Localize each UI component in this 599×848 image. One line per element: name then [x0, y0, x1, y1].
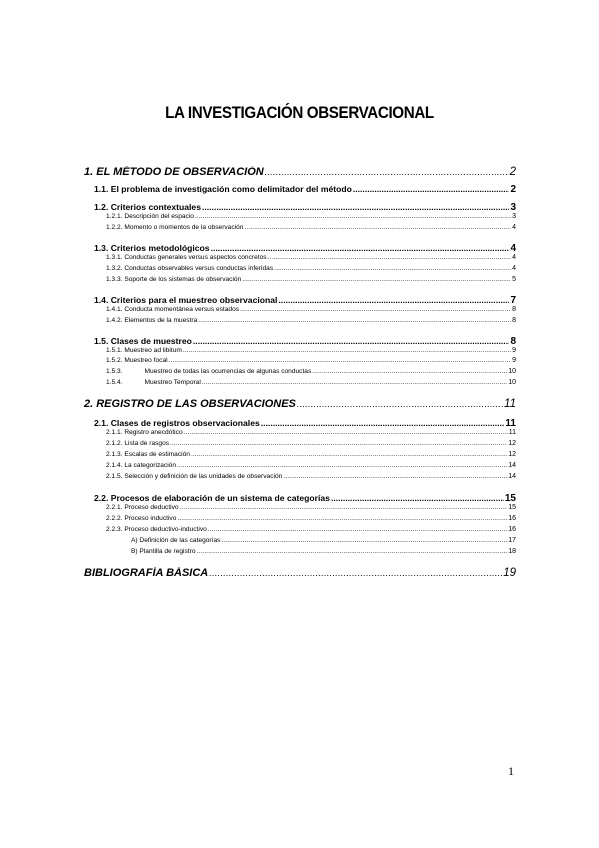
toc-leader-dots: [278, 295, 509, 305]
toc-entry[interactable]: [84, 295, 516, 306]
toc-page-number: 10: [508, 379, 516, 386]
toc-leader-dots: [202, 379, 507, 386]
toc-leader-dots: [177, 515, 507, 522]
toc-entry[interactable]: [84, 213, 516, 220]
toc-page-number: 15: [508, 504, 516, 511]
toc-entry-title: 1.3. Criterios metodológicos: [94, 243, 210, 253]
toc-page-number: 14: [508, 462, 516, 469]
toc-page-number: 2: [510, 184, 516, 195]
toc-leader-dots: [197, 548, 508, 555]
toc-entry[interactable]: [84, 254, 516, 261]
toc-entry[interactable]: [84, 347, 516, 354]
toc-entry[interactable]: [84, 379, 516, 386]
toc-page-number: 11: [504, 398, 516, 410]
toc-leader-dots: [244, 224, 511, 231]
toc-leader-dots: [170, 440, 507, 447]
toc-entry[interactable]: [84, 306, 516, 313]
toc-entry[interactable]: [84, 317, 516, 324]
toc-entry-title: [106, 379, 201, 386]
toc-entry-title: 1.2. Criterios contextuales: [94, 202, 201, 212]
toc-entry-title: 2.1.1. Registro anecdótico: [106, 429, 183, 436]
toc-entry[interactable]: [84, 166, 516, 178]
toc-leader-dots: [353, 184, 510, 194]
toc-entry-title: 1. EL MÉTODO DE OBSERVACIÓN: [84, 166, 264, 178]
toc-leader-dots: [209, 568, 502, 578]
page-title: LA INVESTIGACIÓN OBSERVACIONAL: [165, 104, 434, 122]
toc-page-number: 14: [508, 473, 516, 480]
toc-entry[interactable]: [84, 515, 516, 522]
toc-page-number: 4: [510, 243, 516, 254]
toc-entry[interactable]: [84, 567, 516, 579]
toc-leader-dots: [183, 347, 511, 354]
toc-page-number: 8: [512, 317, 516, 324]
toc-page-number: 4: [512, 265, 516, 272]
toc-entry[interactable]: [84, 243, 516, 254]
toc-entry[interactable]: [84, 368, 516, 375]
toc-entry[interactable]: [84, 526, 516, 533]
toc-entry-title: 1.5.1. Muestreo ad libitum: [106, 347, 182, 354]
toc-entry-text: Muestreo Temporal: [144, 379, 201, 386]
toc-entry-title: A) Definición de las categorías: [131, 537, 221, 544]
toc-page-number: 16: [508, 526, 516, 533]
toc-entry-title: 2.1.2. Lista de rasgos: [106, 440, 170, 447]
toc-entry-text: Muestreo de todas las ocurrencias de algunas conductas: [144, 368, 312, 375]
toc-leader-dots: [180, 504, 508, 511]
toc-entry-title: 2. REGISTRO DE LAS OBSERVACIONES: [84, 398, 296, 410]
toc-leader-dots: [208, 526, 507, 533]
toc-page-number: 17: [508, 537, 516, 544]
toc-leader-dots: [177, 462, 507, 469]
toc-page-number: 12: [508, 451, 516, 458]
toc-page-number: 2: [509, 166, 516, 178]
toc-entry[interactable]: [84, 473, 516, 480]
toc-leader-dots: [283, 473, 507, 480]
toc-entry-title: BIBLIOGRAFÍA BÁSICA: [84, 567, 209, 579]
toc-page-number: 8: [512, 306, 516, 313]
toc-entry[interactable]: [84, 440, 516, 447]
toc-entry[interactable]: [84, 184, 516, 195]
toc-page-number: 5: [512, 276, 516, 283]
toc-page-number: 12: [508, 440, 516, 447]
toc-leader-dots: [331, 493, 504, 503]
toc-entry[interactable]: [84, 336, 516, 347]
toc-entry[interactable]: [84, 276, 516, 283]
toc-leader-dots: [240, 306, 511, 313]
toc-entry[interactable]: [84, 418, 516, 429]
toc-entry[interactable]: [84, 202, 516, 213]
toc-entry-title: 2.1.5. Selección y definición de las unidades de observación: [106, 473, 283, 480]
toc-entry[interactable]: [84, 548, 516, 555]
toc-entry-title: [106, 368, 311, 375]
toc-entry[interactable]: [84, 504, 516, 511]
toc-page-number: 15: [504, 493, 516, 504]
toc-leader-dots: [297, 399, 503, 409]
toc-leader-dots: [202, 202, 509, 212]
toc-entry-number: 1.5.4.: [106, 379, 123, 386]
toc-entry-title: B) Plantilla de registro: [131, 548, 196, 555]
toc-entry-title: 1.2.2. Momento o momentos de la observación: [106, 224, 244, 231]
toc-page-number: 19: [503, 567, 516, 579]
toc-entry-title: 1.4.1. Conducta momentánea versus estados: [106, 306, 240, 313]
toc-entry-title: 2.2.2. Proceso inductivo: [106, 515, 177, 522]
toc-leader-dots: [268, 254, 512, 261]
toc-leader-dots: [221, 537, 507, 544]
toc-entry-title: 2.2.1. Proceso deductivo: [106, 504, 179, 511]
toc-entry-title: 1.2.1. Descripción del espacio: [106, 213, 194, 220]
toc-leader-dots: [274, 265, 511, 272]
toc-page-number: 11: [505, 418, 516, 429]
toc-entry-title: 2.2. Procesos de elaboración de un sistema de categorías: [94, 493, 330, 503]
toc-entry-title: 1.5.2. Muestreo focal: [106, 357, 168, 364]
toc-entry-title: 1.3.1. Conductas generales versus aspectos concretos: [106, 254, 267, 261]
toc-entry[interactable]: [84, 265, 516, 272]
toc-leader-dots: [193, 336, 510, 346]
toc-leader-dots: [242, 276, 511, 283]
toc-page-number: 8: [510, 336, 516, 347]
toc-page-number: 16: [508, 515, 516, 522]
toc-page-number: 3: [512, 213, 516, 220]
toc-entry-title: 2.1.3. Escalas de estimación: [106, 451, 190, 458]
toc-page-number: 18: [508, 548, 516, 555]
toc-page-number: 10: [508, 368, 516, 375]
toc-entry-title: 1.1. El problema de investigación como delimitador del método: [94, 184, 352, 194]
toc-entry-title: 1.5. Clases de muestreo: [94, 336, 192, 346]
toc-entry-title: 2.1.4. La categorización: [106, 462, 177, 469]
toc-entry-title: 1.4.2. Elementos de la muestra: [106, 317, 198, 324]
toc-page-number: 7: [510, 295, 516, 306]
toc-entry-title: 1.3.3. Soporte de los sistemas de observación: [106, 276, 242, 283]
toc-page-number: 4: [512, 224, 516, 231]
toc-entry[interactable]: [84, 429, 516, 436]
toc-page-number: 3: [510, 202, 516, 213]
toc-leader-dots: [312, 368, 507, 375]
toc-leader-dots: [211, 243, 510, 253]
toc-entry-title: 2.2.3. Proceso deductivo-inductivo: [106, 526, 207, 533]
toc-entry[interactable]: [84, 493, 516, 504]
toc-entry[interactable]: [84, 462, 516, 469]
toc-leader-dots: [195, 213, 511, 220]
toc-entry[interactable]: [84, 537, 516, 544]
toc-leader-dots: [265, 167, 509, 177]
toc-entry[interactable]: [84, 357, 516, 364]
toc-entry-title: 2.1. Clases de registros observacionales: [94, 418, 260, 428]
toc-entry[interactable]: [84, 398, 516, 410]
toc-entry[interactable]: [84, 451, 516, 458]
toc-entry-number: 1.5.3.: [106, 368, 123, 375]
toc-leader-dots: [261, 418, 505, 428]
toc-page-number: 9: [512, 347, 516, 354]
toc-entry-title: 1.4. Criterios para el muestreo observacional: [94, 295, 278, 305]
toc-leader-dots: [198, 317, 511, 324]
page-number: 1: [508, 764, 514, 778]
toc-entry-title: 1.3.2. Conductas observables versus conductas inferidas: [106, 265, 274, 272]
toc-entry[interactable]: [84, 224, 516, 231]
toc-page-number: 4: [512, 254, 516, 261]
toc-page-number: 9: [512, 357, 516, 364]
toc-leader-dots: [184, 429, 508, 436]
toc-page-number: 11: [508, 429, 516, 436]
toc-leader-dots: [169, 357, 512, 364]
toc-leader-dots: [191, 451, 507, 458]
